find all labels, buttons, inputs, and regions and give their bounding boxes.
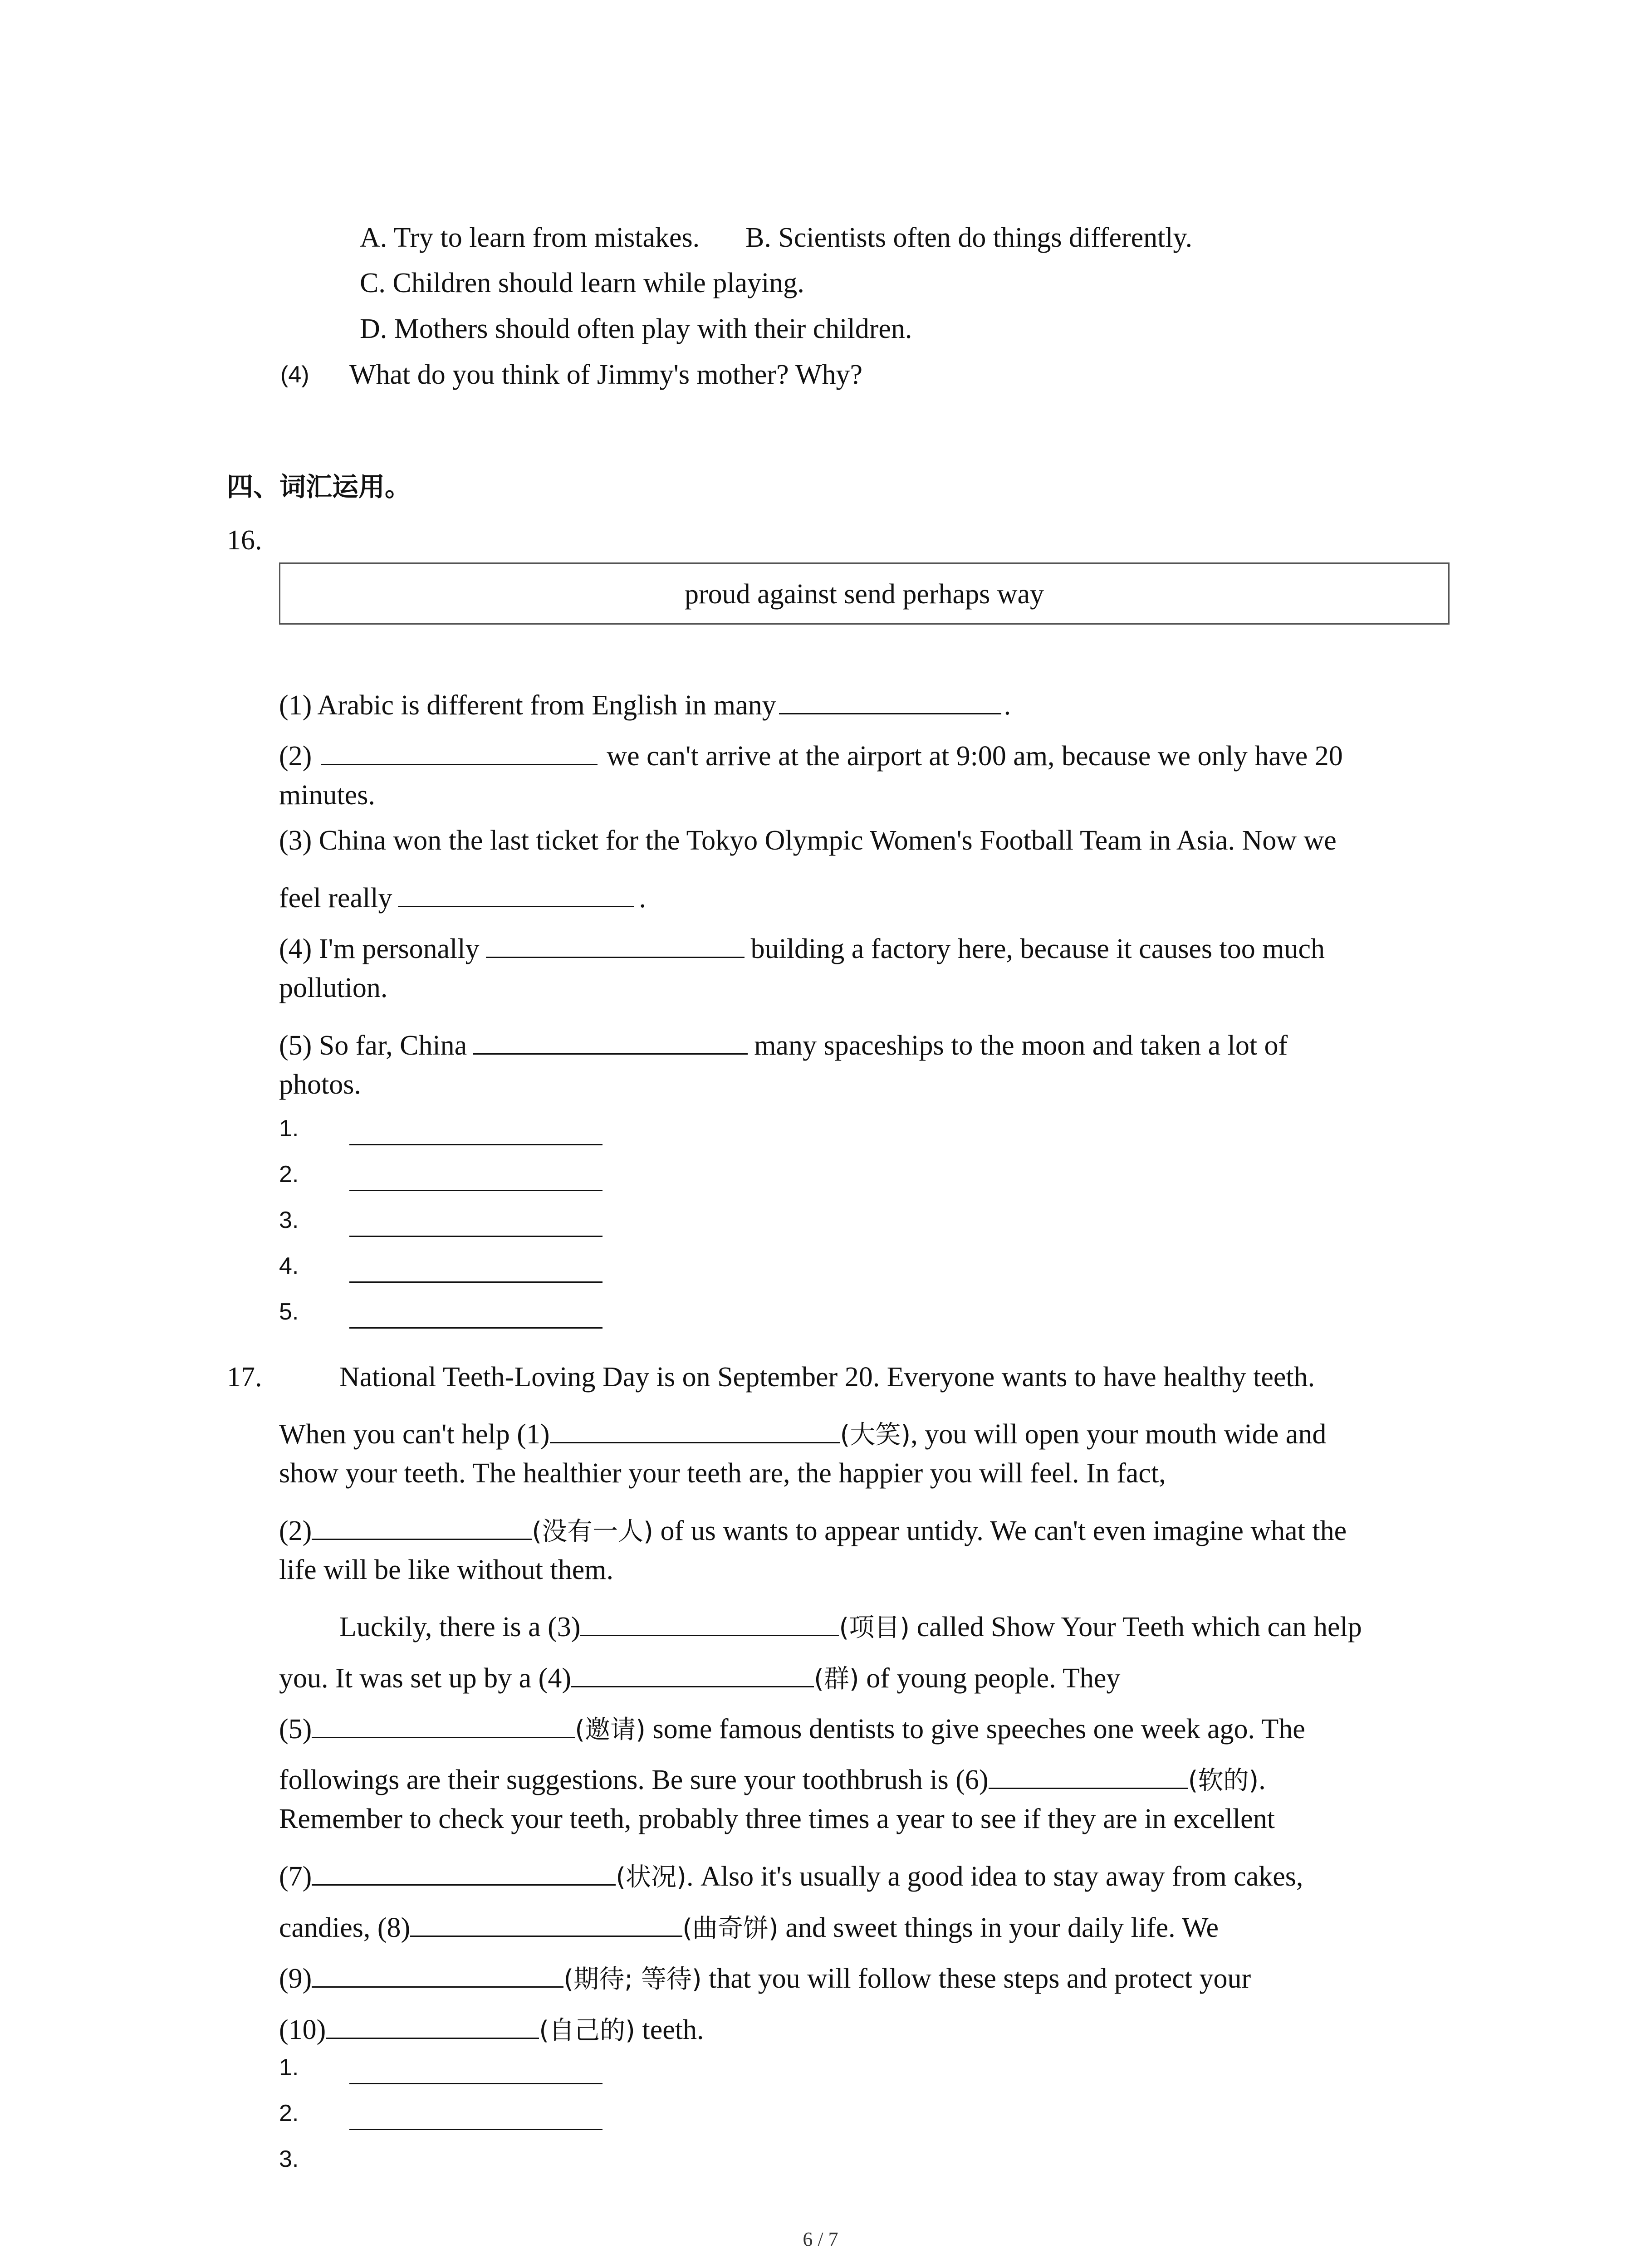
passage-line: (7) (状况). Also it's usually a good idea to stay away from cakes, — [279, 1856, 1303, 1891]
passage-line: (5) (邀请) some famous dentists to give speeches one week ago. The — [279, 1709, 1305, 1743]
blank-2[interactable] — [312, 1510, 532, 1540]
answer-label: 2. — [279, 1161, 299, 1188]
option-a: A. Try to learn from mistakes. — [360, 222, 700, 253]
passage-line: you. It was set up by a (4) (群) of young people. They — [279, 1658, 1120, 1692]
word-bank: proud against send perhaps way — [684, 579, 1044, 610]
blank-10[interactable] — [326, 2009, 539, 2039]
passage-line: National Teeth-Loving Day is on September 20. Everyone wants to have healthy teeth. — [339, 1362, 1315, 1393]
sentence-4: (4) I'm personally building a factory here, because it causes too much — [279, 929, 1325, 963]
sentence-5-cont: photos. — [279, 1069, 361, 1100]
passage-line: (2) (没有一人) of us wants to appear untidy. We can't even imagine what the — [279, 1510, 1347, 1545]
answer-label: 1. — [279, 2054, 299, 2081]
blank-6[interactable] — [989, 1760, 1188, 1789]
passage-line: Luckily, there is a (3) (项目) called Show Your Teeth which can help — [339, 1607, 1362, 1641]
word-bank-box — [279, 562, 1450, 625]
blank-4[interactable] — [486, 929, 745, 958]
section-heading: 四、词汇运用。 — [227, 471, 411, 502]
sentence-2: (2) we can't arrive at the airport at 9:00 am, because we only have 20 — [279, 736, 1343, 770]
page-number: 6 / 7 — [803, 2228, 838, 2250]
sentence-2-cont: minutes. — [279, 780, 375, 811]
passage-line: life will be like without them. — [279, 1554, 613, 1585]
sentence-3: feel really . — [279, 878, 646, 912]
passage-line: When you can't help (1) (大笑), you will open your mouth wide and — [279, 1414, 1326, 1448]
passage-line: Remember to check your teeth, probably three times a year to see if they are in excellent — [279, 1804, 1275, 1834]
passage-line: show your teeth. The healthier your teeth are, the happier you will feel. In fact, — [279, 1458, 1166, 1489]
sub-question-number: (4) — [280, 362, 309, 388]
sentence-4-cont: pollution. — [279, 973, 388, 1003]
passage-line: (9) (期待; 等待) that you will follow these steps and protect your — [279, 1958, 1251, 1993]
question-number: 17. — [227, 1362, 262, 1393]
passage-line: followings are their suggestions. Be sure your toothbrush is (6) (软的). — [279, 1760, 1266, 1794]
sentence-5: (5) So far, China many spaceships to the moon and taken a lot of — [279, 1025, 1288, 1060]
answer-line[interactable] — [349, 1281, 603, 1283]
blank-3[interactable] — [580, 1607, 839, 1636]
blank-3[interactable] — [398, 878, 634, 907]
sentence-1: (1) Arabic is different from English in many . — [279, 685, 1011, 719]
blank-2[interactable] — [321, 736, 598, 765]
blank-5[interactable] — [312, 1709, 575, 1738]
answer-label: 4. — [279, 1253, 299, 1279]
answer-line[interactable] — [349, 1190, 603, 1191]
answer-label: 2. — [279, 2100, 299, 2126]
answer-line[interactable] — [349, 2129, 603, 2130]
blank-9[interactable] — [312, 1958, 563, 1988]
blank-7[interactable] — [312, 1856, 616, 1886]
blank-1[interactable] — [550, 1414, 840, 1443]
sub-question-text: What do you think of Jimmy's mother? Why? — [349, 359, 863, 390]
passage-line: (10) (自己的) teeth. — [279, 2009, 704, 2044]
answer-line[interactable] — [349, 1236, 603, 1237]
answer-line[interactable] — [349, 1144, 603, 1145]
blank-1[interactable] — [779, 685, 1001, 714]
passage-line: candies, (8) (曲奇饼) and sweet things in your daily life. We — [279, 1907, 1219, 1942]
sentence-3-line1: (3) China won the last ticket for the Tokyo Olympic Women's Football Team in Asia. Now we — [279, 825, 1337, 856]
answer-label: 5. — [279, 1299, 299, 1325]
blank-5[interactable] — [473, 1025, 748, 1055]
blank-4[interactable] — [571, 1658, 814, 1687]
answer-label: 3. — [279, 2146, 299, 2172]
answer-line[interactable] — [349, 1327, 603, 1329]
option-d: D. Mothers should often play with their children. — [360, 313, 912, 344]
option-c: C. Children should learn while playing. — [360, 268, 804, 298]
answer-label: 3. — [279, 1207, 299, 1233]
option-b: B. Scientists often do things differently. — [745, 222, 1193, 253]
answer-line[interactable] — [349, 2083, 603, 2084]
blank-8[interactable] — [410, 1907, 682, 1937]
question-number: 16. — [227, 525, 262, 556]
answer-label: 1. — [279, 1115, 299, 1142]
